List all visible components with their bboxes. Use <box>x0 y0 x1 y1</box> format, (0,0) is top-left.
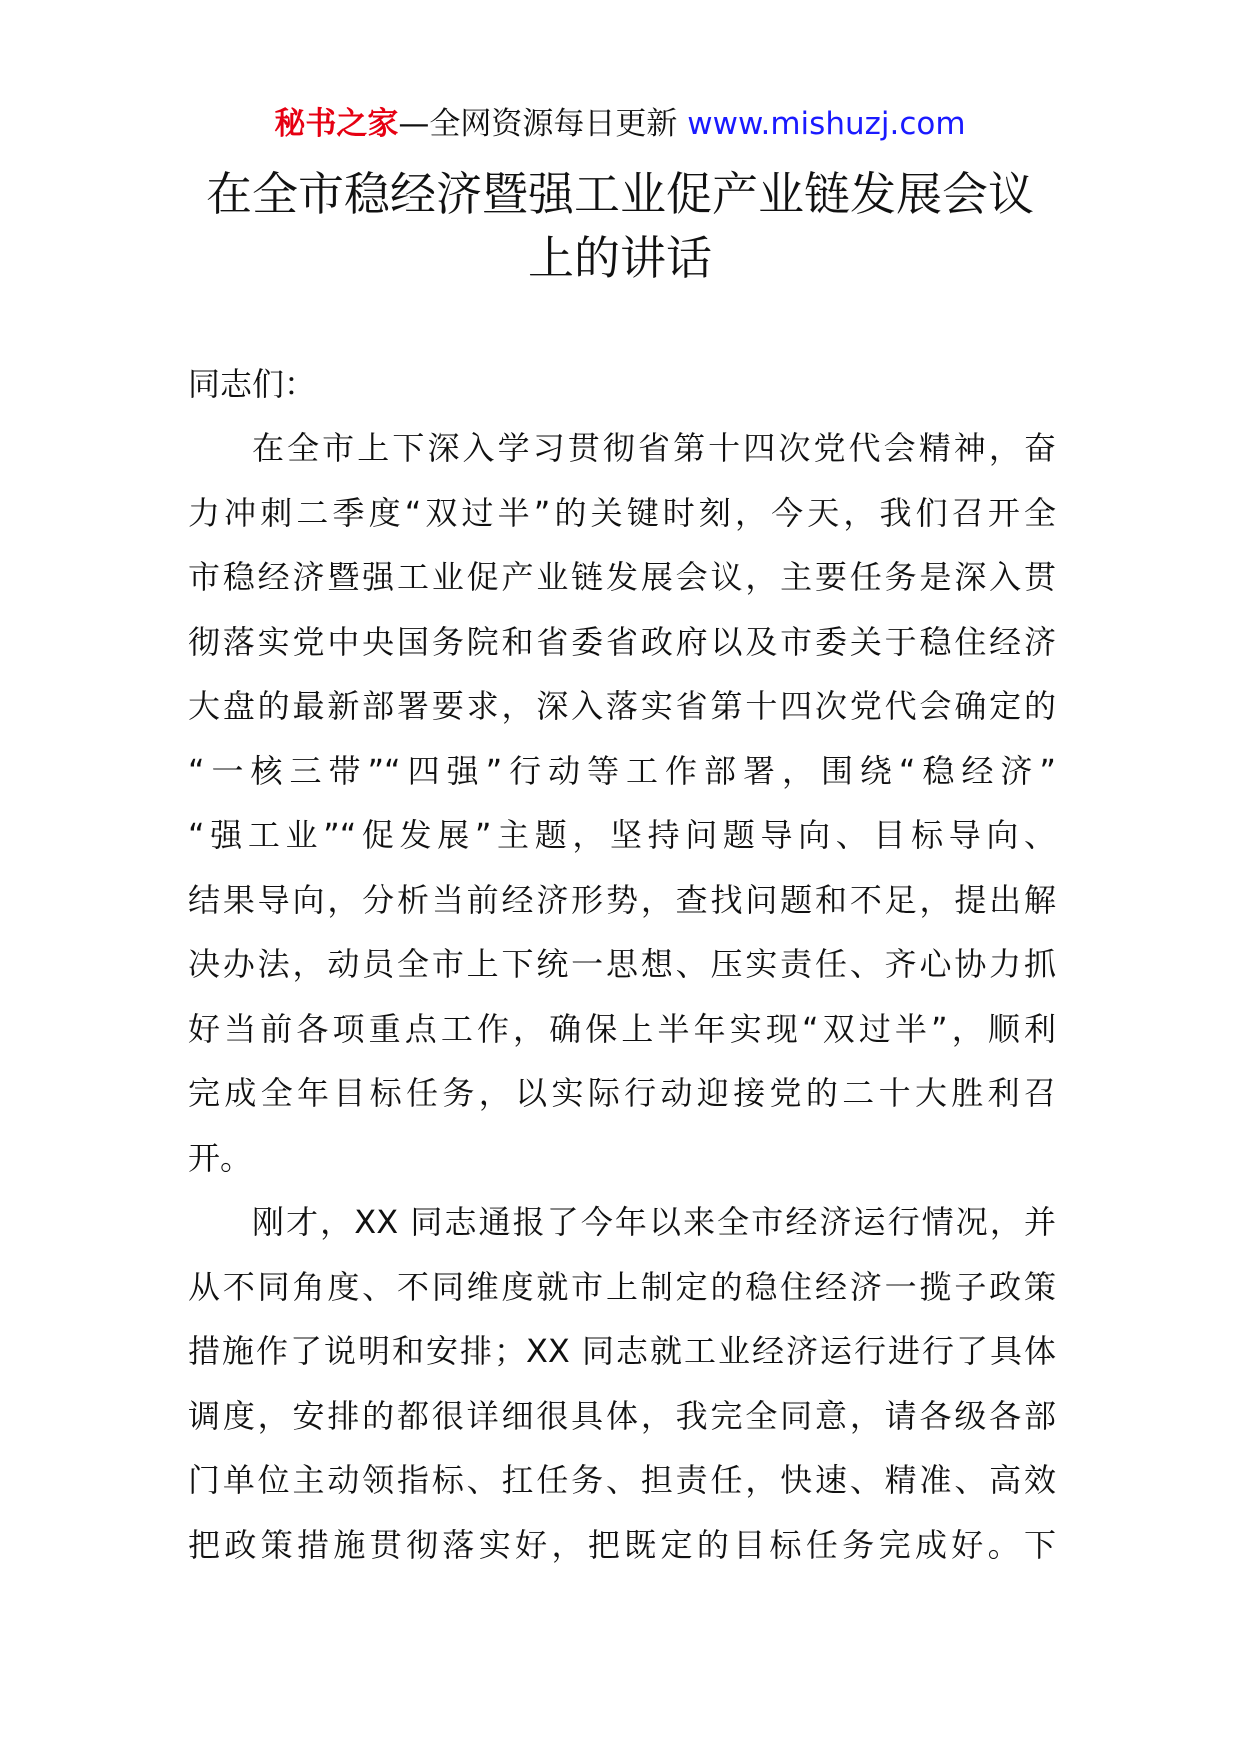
text-line: 开。 <box>188 1138 253 1177</box>
text-line: 市稳经济暨强工业促产业链发展会议，主要任务是深入贯 <box>188 558 1056 596</box>
text-line: 好当前各项重点工作，确保上半年实现“双过半”，顺利 <box>188 1009 1056 1048</box>
text-line: 在全市上下深入学习贯彻省第十四次党代会精神，奋 <box>252 429 1056 467</box>
text-line: 力冲刺二季度“双过半”的关键时刻，今天，我们召开全 <box>188 493 1056 532</box>
text-line: 门单位主动领指标、扛任务、担责任，快速、精准、高效 <box>188 1461 1056 1499</box>
text-line: “一核三带”“四强”行动等工作部署，围绕“稳经济” <box>188 751 1056 790</box>
document-title <box>150 162 1090 290</box>
text-line: 措施作了说明和安排；XX 同志就工业经济运行进行了具体 <box>188 1332 1056 1370</box>
text-line: 把政策措施贯彻落实好，把既定的目标任务完成好。下 <box>188 1525 1056 1564</box>
title-line-2: 上的讲话 <box>528 231 712 285</box>
brand-name: 秘书之家 <box>274 106 399 142</box>
text-line: 完成全年目标任务，以实际行动迎接党的二十大胜利召 <box>188 1074 1056 1112</box>
site-link[interactable]: www.mishuzj.com <box>687 106 966 142</box>
paragraph-2 <box>188 1190 1056 1577</box>
title-line-1: 在全市稳经济暨强工业促产业链发展会议 <box>206 167 1034 221</box>
text-line: 从不同角度、不同维度就市上制定的稳住经济一揽子政策 <box>188 1267 1056 1306</box>
text-line: “强工业”“促发展”主题，坚持问题导向、目标导向、 <box>188 816 1056 854</box>
brand-tagline: —全网资源每日更新 <box>398 106 688 142</box>
document-body <box>188 352 1056 1577</box>
text-line: 决办法，动员全市上下统一思想、压实责任、齐心协力抓 <box>188 945 1056 983</box>
paragraph-1 <box>188 416 1056 1190</box>
text-line: 调度，安排的都很详细很具体，我完全同意，请各级各部 <box>188 1396 1056 1435</box>
text-line: 彻落实党中央国务院和省委省政府以及市委关于稳住经济 <box>188 622 1056 661</box>
salutation: 同志们： <box>188 365 317 403</box>
text-line: 结果导向，分析当前经济形势，查找问题和不足，提出解 <box>188 880 1056 919</box>
text-line: 大盘的最新部署要求，深入落实省第十四次党代会确定的 <box>188 687 1056 725</box>
source-banner <box>0 98 1240 150</box>
text-line: 刚才，XX 同志通报了今年以来全市经济运行情况，并 <box>252 1203 1056 1241</box>
